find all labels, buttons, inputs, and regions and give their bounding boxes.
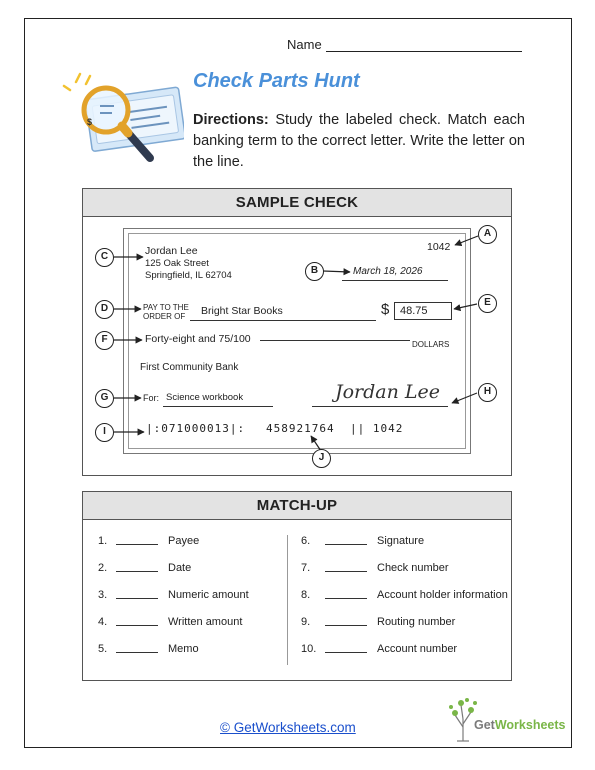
match-up-divider [287,535,288,665]
match-number: 1. [98,535,108,547]
written-amount-line [260,340,410,341]
match-row-7 [301,560,449,574]
match-term: Account holder information [377,589,508,601]
answer-blank-4[interactable] [116,616,158,626]
callout-e: E [478,294,497,313]
match-row-6 [301,533,424,547]
match-row-1 [98,533,199,547]
pay-to-line2: ORDER OF [143,312,186,321]
dollar-sign: $ [381,301,390,318]
sample-check-title: SAMPLE CHECK [83,189,511,217]
directions-text [193,110,525,173]
name-line[interactable] [326,40,522,52]
payee-name: Bright Star Books [201,305,283,317]
match-term: Routing number [377,616,456,628]
match-row-2 [98,560,191,574]
match-row-3 [98,587,249,601]
answer-blank-1[interactable] [116,535,158,545]
answer-blank-6[interactable] [325,535,367,545]
match-number: 8. [301,589,311,601]
match-number: 3. [98,589,108,601]
answer-blank-10[interactable] [325,643,367,653]
match-row-4 [98,614,242,628]
match-term: Account number [377,643,458,655]
answer-blank-7[interactable] [325,562,367,572]
routing-number: |:071000013|: [146,422,246,435]
match-up-title: MATCH-UP [83,492,511,520]
match-number: 7. [301,562,311,574]
match-term: Signature [377,535,425,547]
memo-line [163,406,273,407]
name-label: Name [287,37,322,52]
dollars-label: DOLLARS [412,340,450,349]
callout-h: H [478,383,497,402]
match-number: 10. [301,643,317,655]
match-number: 5. [98,643,108,655]
bank-name: First Community Bank [140,362,239,373]
icon-dollar-sign: $ [87,117,93,127]
check-number: 1042 [427,241,451,253]
logo-text [474,718,565,732]
callout-i: I [95,423,114,442]
callout-f: F [95,331,114,350]
callout-b: B [305,262,324,281]
match-row-5 [98,641,199,655]
signature: Jordan Lee [335,381,441,403]
copyright-link[interactable]: © GetWorksheets.com [220,720,356,735]
match-term: Numeric amount [168,589,249,601]
answer-blank-8[interactable] [325,589,367,599]
callout-j: J [312,449,331,468]
match-row-8 [301,587,508,601]
holder-name: Jordan Lee [145,245,198,257]
answer-blank-3[interactable] [116,589,158,599]
page-title: Check Parts Hunt [193,70,360,92]
match-number: 2. [98,562,108,574]
callout-d: D [95,300,114,319]
logo-text-worksheets: Worksheets [494,718,566,732]
match-row-9 [301,614,455,628]
name-field[interactable] [287,37,522,52]
match-term: Written amount [168,616,243,628]
pay-to-line1: PAY TO THE [143,303,189,312]
match-term: Memo [168,643,199,655]
memo-label: For: [143,393,160,403]
check-date: March 18, 2026 [353,266,423,277]
match-number: 4. [98,616,108,628]
account-number: 458921764 [266,422,335,435]
callout-a: A [478,225,497,244]
amount-box: 48.75 [394,302,452,320]
match-term: Check number [377,562,449,574]
memo-text: Science workbook [166,392,244,403]
match-number: 9. [301,616,311,628]
answer-blank-5[interactable] [116,643,158,653]
micr-check-number: || 1042 [350,422,404,435]
directions-body: Study the labeled check. Match each banking term to the correct letter. Write the letter on the line. [193,112,526,170]
callout-g: G [95,389,114,408]
payee-line [190,320,376,321]
match-row-10 [301,641,457,655]
magnifying-glass-icon [60,72,184,172]
match-number: 6. [301,535,311,547]
written-amount: Forty-eight and 75/100 [145,333,251,345]
match-term: Date [168,562,192,574]
holder-street: 125 Oak Street [145,258,209,269]
answer-blank-2[interactable] [116,562,158,572]
callout-c: C [95,248,114,267]
directions-label: Directions: [193,112,269,128]
logo-text-get: Get [474,718,495,732]
answer-blank-9[interactable] [325,616,367,626]
signature-line [312,406,448,407]
match-term: Payee [168,535,200,547]
holder-city: Springfield, IL 62704 [145,270,232,281]
date-line [342,280,448,281]
